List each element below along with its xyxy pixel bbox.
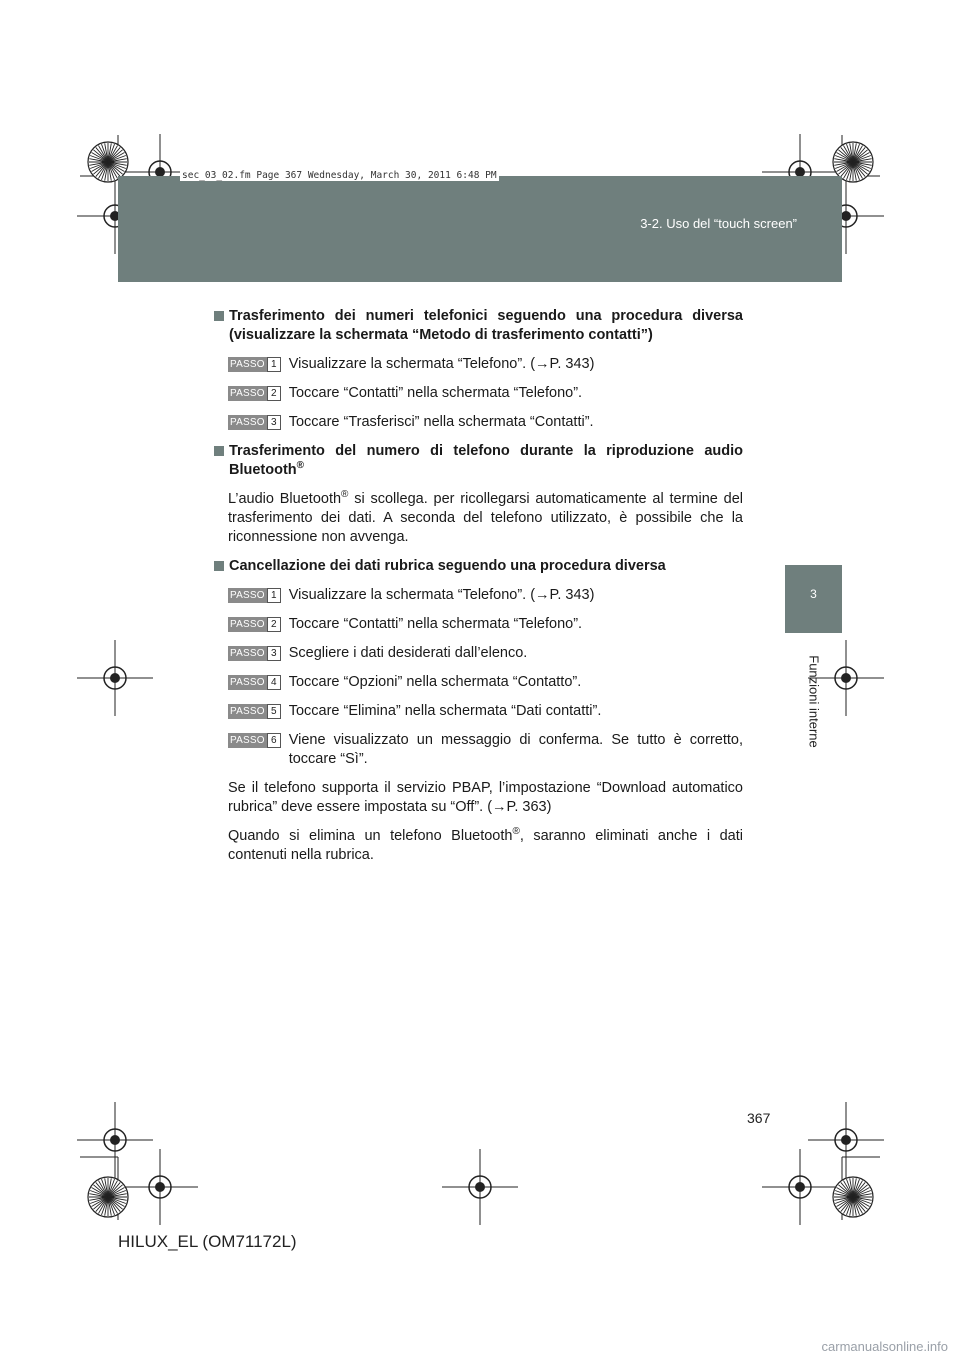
step-badge: PASSO 5 — [228, 704, 281, 719]
step-badge: PASSO 2 — [228, 386, 281, 401]
step-item: PASSO 2 Toccare “Contatti” nella schermata “Telefono”. — [230, 616, 583, 632]
paragraph: L’audio Bluetooth® si scollega. per ricollegarsi automaticamente al termine del trasferimento dei dati. A seconda del telefono utilizzato, è possibile che la riconnessione non avvenga. — [228, 489, 744, 545]
step-badge: PASSO 6 — [228, 733, 281, 748]
target-dot — [795, 1182, 805, 1192]
step-item: PASSO 3 Toccare “Trasferisci” nella schermata “Contatti”. — [230, 414, 594, 430]
step-item: PASSO 6 Viene visualizzato un messaggio di conferma. Se tutto è corretto, toccare “Sì”. — [230, 732, 743, 767]
page-number: 367 — [747, 1110, 771, 1126]
section-heading: Cancellazione dei dati rubrica seguendo una procedura diversa — [214, 557, 743, 576]
section-title: 3-2. Uso del “touch screen” — [640, 216, 797, 231]
step-badge: PASSO 1 — [228, 588, 281, 603]
step-badge: PASSO 2 — [228, 617, 281, 632]
step-badge: PASSO 1 — [228, 357, 281, 372]
file-stamp: sec_03_02.fm Page 367 Wednesday, March 30, 2011 6:48 PM — [182, 170, 497, 181]
target-dot — [475, 1182, 485, 1192]
step-item: PASSO 1 Visualizzare la schermata “Telefono”. (→P. 343) — [230, 587, 595, 603]
target-dot — [155, 1182, 165, 1192]
step-item: PASSO 1 Visualizzare la schermata “Telefono”. (→P. 343) — [230, 356, 595, 372]
step-badge: PASSO 3 — [228, 646, 281, 661]
square-bullet-icon — [214, 311, 224, 321]
step-item: PASSO 2 Toccare “Contatti” nella schermata “Telefono”. — [230, 385, 583, 401]
square-bullet-icon — [214, 561, 224, 571]
step-item: PASSO 5 Toccare “Elimina” nella schermata “Dati contatti”. — [230, 703, 602, 719]
watermark: carmanualsonline.info — [821, 1339, 948, 1354]
section-heading: Trasferimento del numero di telefono durante la riproduzione audio Bluetooth® — [214, 442, 743, 480]
step-badge: PASSO 3 — [228, 415, 281, 430]
target-dot — [110, 1135, 120, 1145]
note-paragraph: Se il telefono supporta il servizio PBAP, l’impostazione “Download automatico rubrica” deve essere impostata su “Off”. (→P. 363) — [228, 780, 743, 815]
page-content — [214, 307, 743, 875]
chapter-number: 3 — [810, 587, 817, 601]
section-heading: Trasferimento dei numeri telefonici seguendo una procedura diversa (visualizzare la schermata “Metodo di trasferimento contatti”) — [214, 307, 743, 345]
note-paragraph: Quando si elimina un telefono Bluetooth®, saranno eliminati anche i dati contenuti nella rubrica. — [228, 826, 743, 863]
target-dot — [841, 673, 851, 683]
square-bullet-icon — [214, 446, 224, 456]
chapter-label: Funzioni interne — [806, 655, 822, 748]
chapter-tab — [785, 565, 842, 633]
step-badge: PASSO 4 — [228, 675, 281, 690]
target-dot — [841, 1135, 851, 1145]
target-dot — [110, 673, 120, 683]
footer-code: HILUX_EL (OM71172L) — [118, 1232, 297, 1251]
target-dot — [841, 211, 851, 221]
step-item: PASSO 4 Toccare “Opzioni” nella schermata “Contatto”. — [230, 674, 582, 690]
step-item: PASSO 3 Scegliere i dati desiderati dall’elenco. — [230, 645, 528, 661]
